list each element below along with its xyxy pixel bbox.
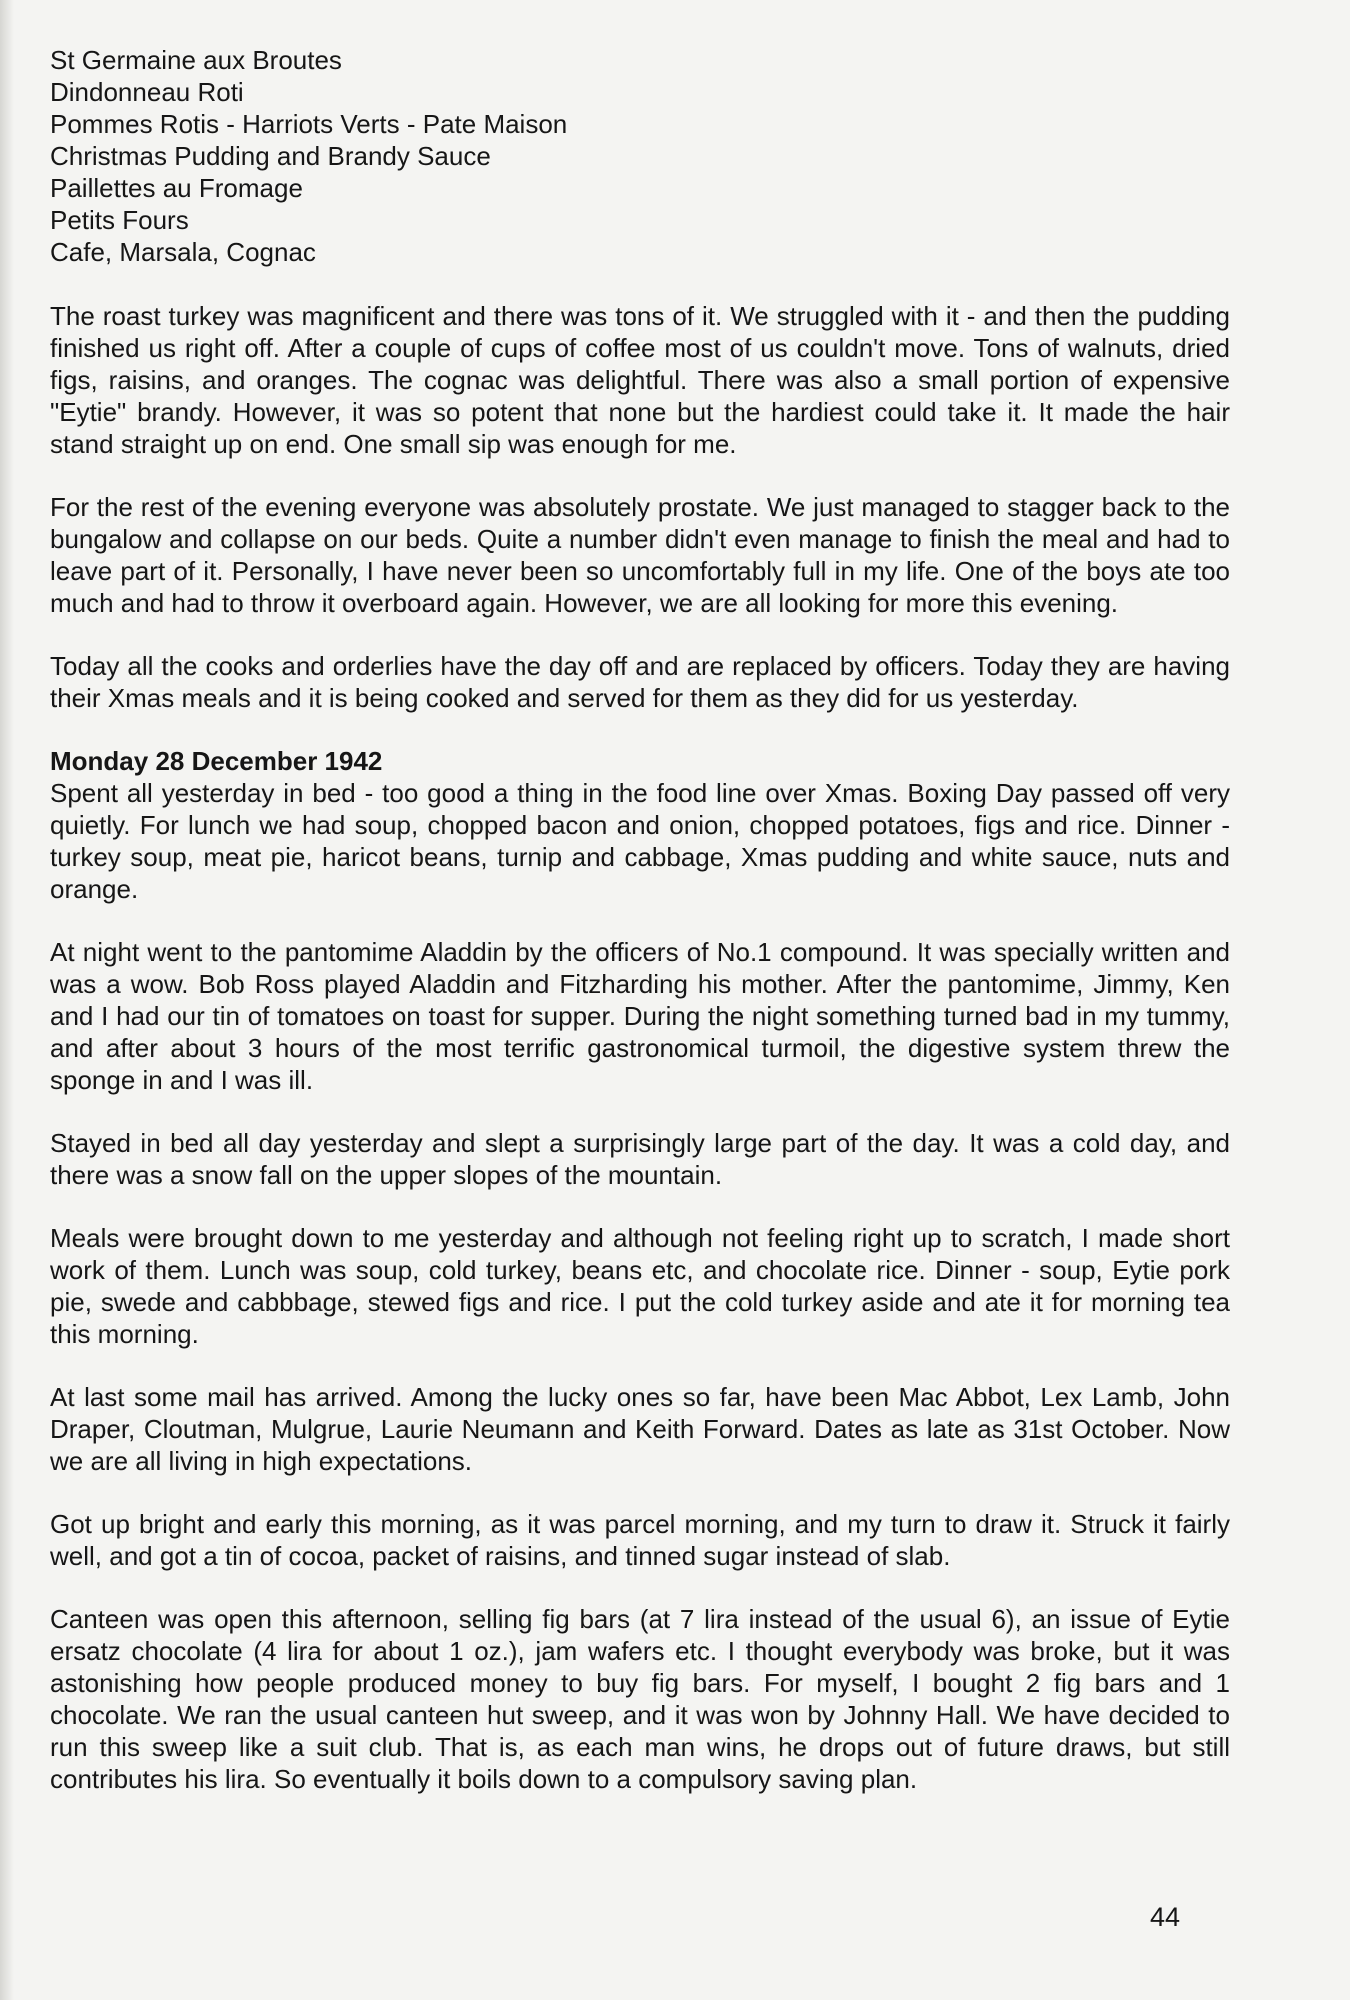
entry-paragraph: Got up bright and early this morning, as it was parcel morning, and my turn to draw it. Struck it fairly well, and got a tin of cocoa, packet of raisins, and tinned sugar instead of slab. bbox=[50, 1509, 1230, 1571]
entry-paragraph: At night went to the pantomime Aladdin by the officers of No.1 compound. It was specially written and was a wow. Bob Ross played Aladdin and Fitzharding his mother. After the pantomime, Jimmy, Ken and I had our tin of tomatoes on toast for supper. During the night something turned bad in my tummy, and after about 3 hours of the most terrific gastronomical turmoil, the digestive system threw the sponge in and I was ill. bbox=[50, 937, 1230, 1095]
christmas-menu bbox=[50, 44, 1230, 268]
body-paragraph: The roast turkey was magnificent and there was tons of it. We struggled with it - and then the pudding finished us right off. After a couple of cups of coffee most of us couldn't move. Tons of walnuts, dried figs, raisins, and oranges. The cognac was delightful. There was also a small portion of expensive "Eytie" brandy. However, it was so potent that none but the hardiest could take it. It made the hair stand straight up on end. One small sip was enough for me. bbox=[50, 301, 1230, 459]
diary-entry-date-heading: Monday 28 December 1942 bbox=[50, 746, 383, 776]
body-paragraph: For the rest of the evening everyone was absolutely prostate. We just managed to stagger back to the bungalow and collapse on our beds. Quite a number didn't even manage to finish the meal and had to leave part of it. Personally, I have never been so uncomfortably full in my life. One of the boys ate too much and had to throw it overboard again. However, we are all looking for more this evening. bbox=[50, 492, 1230, 618]
entry-paragraph: Meals were brought down to me yesterday and although not feeling right up to scratch, I made short work of them. Lunch was soup, cold turkey, beans etc, and chocolate rice. Dinner - soup, Eytie pork pie, swede and cabbbage, stewed figs and rice. I put the cold turkey aside and ate it for morning tea this morning. bbox=[50, 1223, 1230, 1349]
diary-content bbox=[50, 44, 1230, 1826]
entry-paragraph: Canteen was open this afternoon, selling fig bars (at 7 lira instead of the usual 6), an issue of Eytie ersatz chocolate (4 lira for about 1 oz.), jam wafers etc. I thought everybody was broke, but it was astonishing how people produced money to buy fig bars. For myself, I bought 2 fig bars and 1 chocolate. We ran the usual canteen hut sweep, and it was won by Johnny Hall. We have decided to run this sweep like a suit club. That is, as each man wins, he drops out of future draws, but still contributes his lira. So eventually it boils down to a compulsory saving plan. bbox=[50, 1604, 1230, 1794]
menu-item: Paillettes au Fromage bbox=[50, 173, 303, 203]
menu-item: St Germaine aux Broutes bbox=[50, 45, 342, 75]
menu-item: Pommes Rotis - Harriots Verts - Pate Maison bbox=[50, 109, 568, 139]
menu-item: Petits Fours bbox=[50, 205, 189, 235]
entry-paragraph: Stayed in bed all day yesterday and slept a surprisingly large part of the day. It was a cold day, and there was a snow fall on the upper slopes of the mountain. bbox=[50, 1128, 1230, 1190]
menu-item: Dindonneau Roti bbox=[50, 77, 244, 107]
page-binding-edge bbox=[0, 0, 14, 2000]
menu-item: Christmas Pudding and Brandy Sauce bbox=[50, 141, 491, 171]
entry-paragraph: Spent all yesterday in bed - too good a thing in the food line over Xmas. Boxing Day passed off very quietly. For lunch we had soup, chopped bacon and onion, chopped potatoes, figs and rice. Dinner - turkey soup, meat pie, haricot beans, turnip and cabbage, Xmas pudding and white sauce, nuts and orange. bbox=[50, 778, 1230, 904]
page-number: 44 bbox=[1150, 1902, 1181, 1932]
entry-paragraph: At last some mail has arrived. Among the lucky ones so far, have been Mac Abbot, Lex Lamb, John Draper, Cloutman, Mulgrue, Laurie Neumann and Keith Forward. Dates as late as 31st October. Now we are all living in high expectations. bbox=[50, 1382, 1230, 1476]
body-paragraph: Today all the cooks and orderlies have the day off and are replaced by officers. Today they are having their Xmas meals and it is being cooked and served for them as they did for us yesterday. bbox=[50, 651, 1230, 713]
menu-item: Cafe, Marsala, Cognac bbox=[50, 237, 316, 267]
